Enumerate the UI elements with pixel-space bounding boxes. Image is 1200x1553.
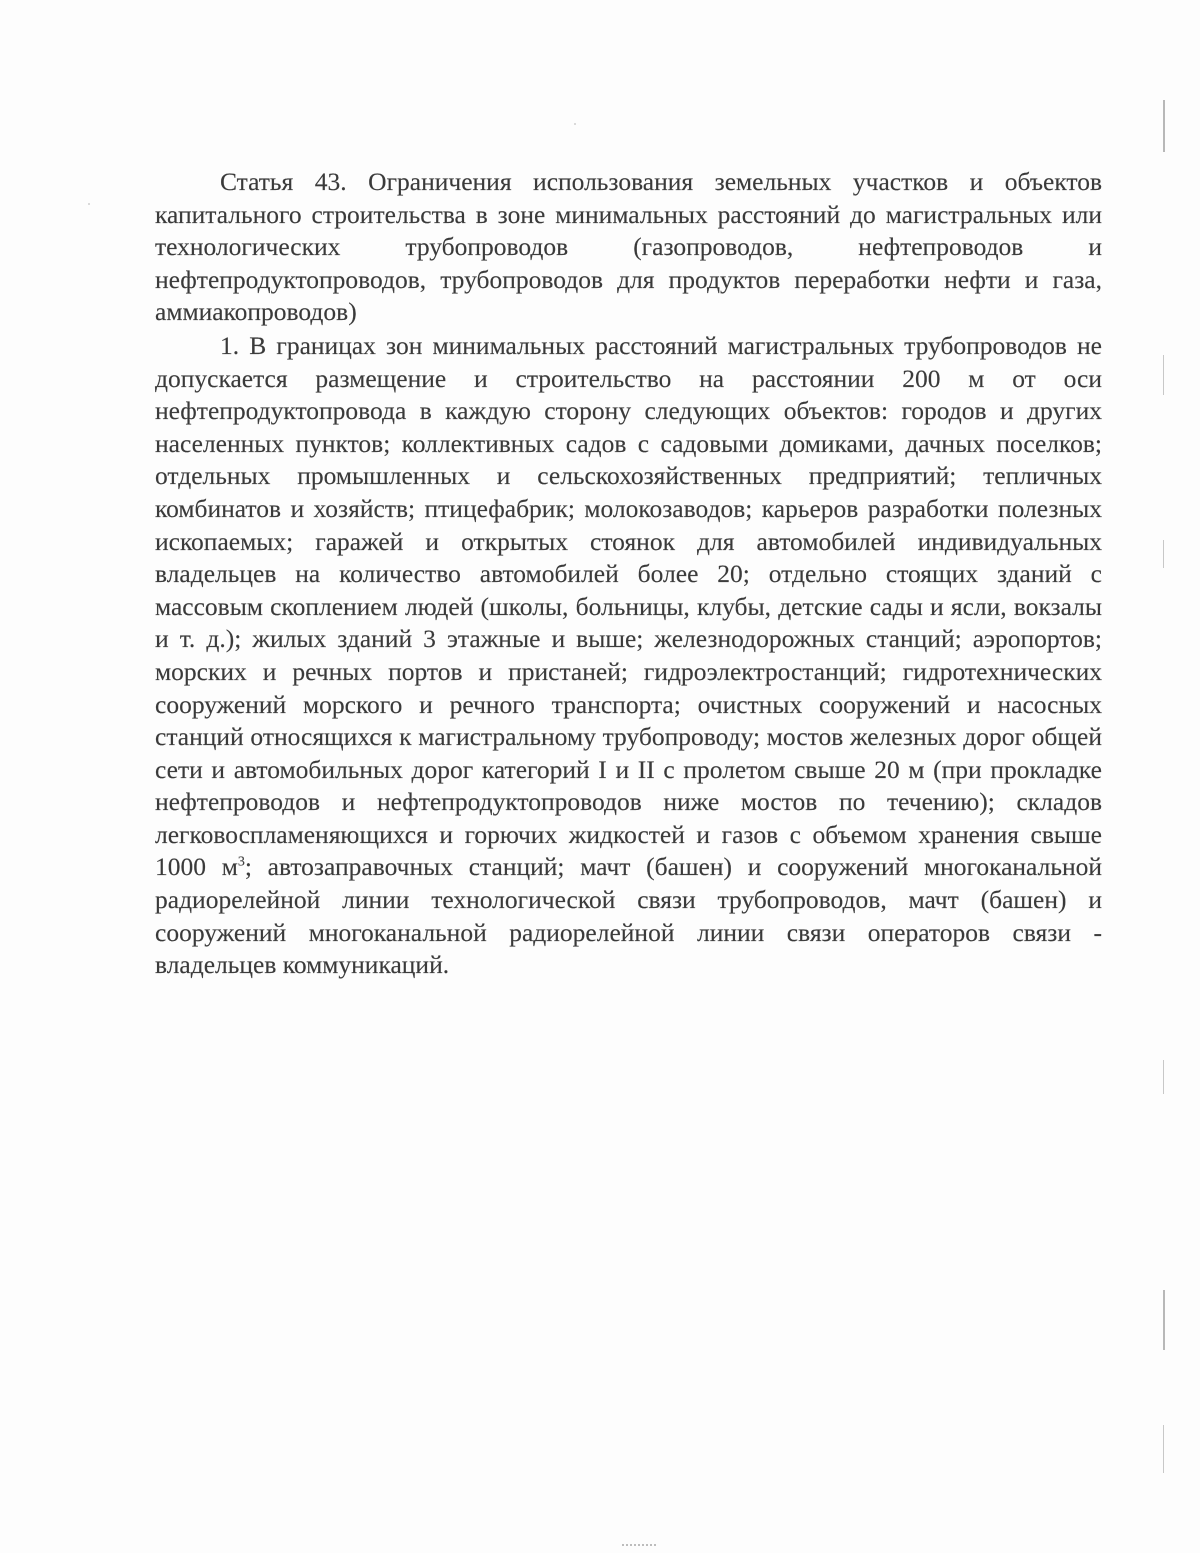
article-heading-text: Статья 43. Ограничения использования земельных участков и объектов капитального строительства в зоне минимальных расстояний до магистральных или технологических трубопроводов (газопроводов, нефтепроводов и нефтепродуктопроводов, трубопроводов для продуктов переработки нефти и газа, аммиакопроводов) (155, 167, 1102, 327)
article-heading (155, 166, 1102, 329)
scan-edge-mark (1163, 1425, 1164, 1473)
scan-speck (88, 203, 90, 205)
scan-edge-mark (1163, 1290, 1165, 1350)
scan-edge-mark (1163, 355, 1164, 395)
document-body (155, 166, 1102, 982)
scan-edge-mark (1163, 1060, 1164, 1094)
cubic-superscript: 3 (237, 854, 245, 870)
paragraph-1-text-a: 1. В границах зон минимальных расстояний магистральных трубопроводов не допускается размещение и строительство на расстоянии 200 м от оси нефтепродуктопровода в каждую сторону следующих объектов: городов и других населенных пунктов; коллективных садов с садовыми домиками, дачных поселков; отдельных промышленных и сельскохозяйственных предприятий; тепличных комбинатов и хозяйств; птицефабрик; молокозаводов; карьеров разработки полезных ископаемых; гаражей и открытых стоянок для автомобилей индивидуальных владельцев на количество автомобилей более 20; отдельно стоящих зданий с массовым скоплением людей (школы, больницы, клубы, детские сады и ясли, вокзалы и т. д.); жилых зданий 3 этажные и выше; железнодорожных станций; аэропортов; морских и речных портов и пристаней; гидроэлектростанций; гидротехнических сооружений морского и речного транспорта; очистных сооружений и насосных станций относящихся к магистральному трубопроводу; мостов железных дорог общей сети и автомобильных дорог категорий I и II с пролетом свыше 20 м (при прокладке нефтепроводов и нефтепродуктопроводов ниже мостов по течению); складов легковоспламеняющихся и горючих жидкостей и газов с объемом хранения свыше 1000 м (155, 330, 1102, 882)
scan-edge-mark (1163, 100, 1165, 152)
paragraph-1-text-b: ; автозаправочных станций; мачт (башен) и сооружений многоканальной радиорелейной линии технологической связи трубопроводов, мачт (башен) и сооружений многоканальной радиорелейной линии связи операторов связи - владельцев коммуникаций. (155, 852, 1102, 980)
scan-edge-mark (1163, 540, 1164, 568)
page-number-fragment (622, 1544, 656, 1552)
scan-speck (574, 123, 576, 125)
paragraph-1 (155, 330, 1102, 982)
